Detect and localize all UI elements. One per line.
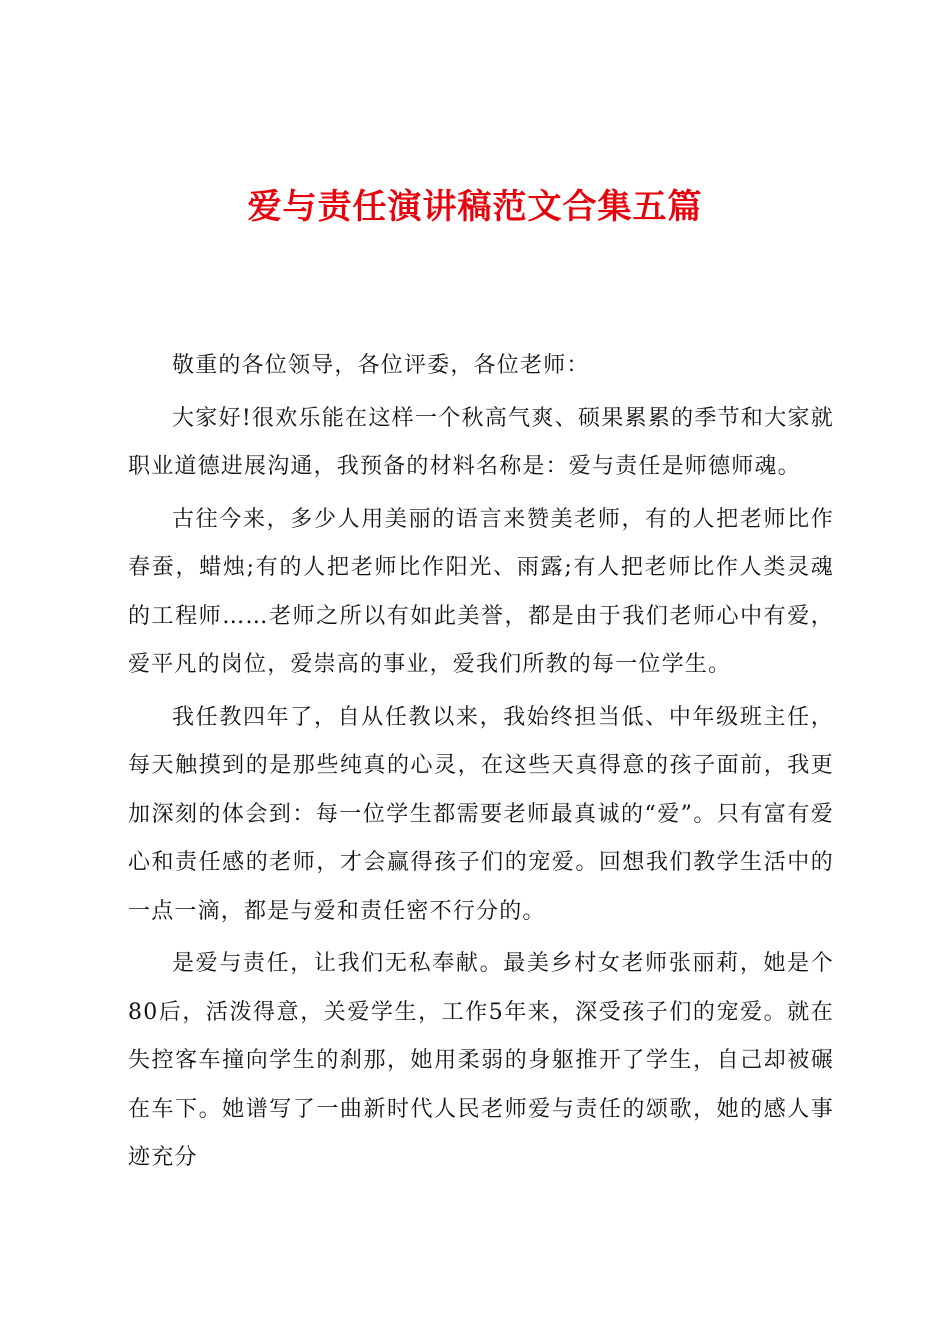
paragraph-salutation: 敬重的各位领导，各位评委，各位老师： <box>172 353 590 378</box>
document-title: 爱与责任演讲稿范文合集五篇 <box>247 187 703 227</box>
paragraph-dedication: 是爱与责任，让我们无私奉献。最美乡村女老师张丽莉，她是个80后，活泼得意，关爱学生，工作5年来，深受孩子们的宠爱。就在失控客车撞向学生的刹那，她用柔弱的身躯推开了学生，自己却被碾在车下。她谱写了一曲新时代人民老师爱与责任的颂歌，她的感人事迹充分 <box>128 951 834 1170</box>
paragraph-praise: 古往今来，多少人用美丽的语言来赞美老师，有的人把老师比作春蚕，蜡烛;有的人把老师比作阳光、雨露;有人把老师比作人类灵魂的工程师……老师之所以有如此美誉，都是由于我们老师心中有爱，爱平凡的岗位，爱崇高的事业，爱我们所教的每一位学生。 <box>128 506 834 677</box>
paragraph-experience: 我任教四年了，自从任教以来，我始终担当低、中年级班主任，每天触摸到的是那些纯真的心灵，在这些天真得意的孩子面前，我更加深刻的体会到：每一位学生都需要老师最真诚的“爱”。只有富有爱心和责任感的老师，才会赢得孩子们的宠爱。回想我们教学生活中的一点一滴，都是与爱和责任密不行分的。 <box>128 704 834 924</box>
document-body <box>128 342 834 1187</box>
paragraph-greeting: 大家好!很欢乐能在这样一个秋高气爽、硕果累累的季节和大家就职业道德进展沟通，我预备的材料名称是：爱与责任是师德师魂。 <box>128 405 834 479</box>
